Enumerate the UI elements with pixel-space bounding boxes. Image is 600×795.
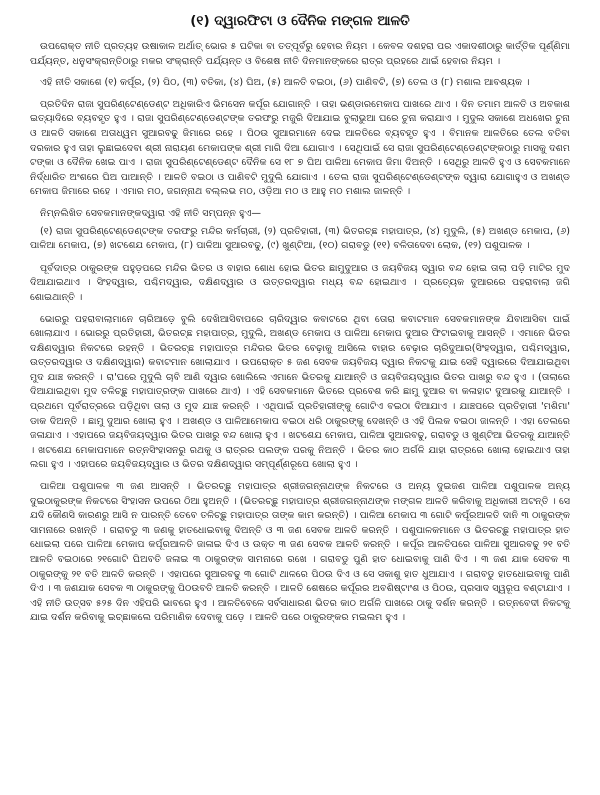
paragraph-servants-list: (୧) ରାଜା ସୁପରିଣ୍ଟେଣ୍ଡେଣ୍ଟଙ୍କ ତରଫରୁ ମନ୍ଦିର କର୍ମଚାରୀ, (୨) ପ୍ରତିହାରୀ, (୩) ଭିତରଚ୍ଛ ମହାପାତ୍ର, (୪) ମୁଦୁଲି, (୫) ଅଖଣ୍ଡ ମେକାପ, (୬) ପାଳିଆ ମେକାପ, (୭) ଖଟଶେଯ ମେକାପ, (୮) ପାଳିଆ ସୁଆରବଢୁ, (୯) ଖୁଣ୍ଟିଆ, (୧୦) ଗରାବଡୁ (୧୧) ବଳିତାଦେବା ଲୋକ, (୧୨) ପଶୁପାଳକ । bbox=[30, 225, 570, 252]
document-title: (୧) ଦ୍ୱାରଫିଟା ଓ ଦୈନିକ ମଙ୍ଗଳ ଆଳତି bbox=[190, 13, 410, 29]
paragraph-supply: ପ୍ରତିଦିନ ରାଜା ସୁପରିଣ୍ଟେଣ୍ଡେଣ୍ଟ ଅଧିକାରିଏ ଭିମସେନ କର୍ପୂର ଯୋଗାନ୍ତି । ତାହା ଭଣ୍ଡାରମେକାପ ପାଖରେ ଥାଏ । ଦିନ ତମାମ ଆଳତି ଓ ଅବକାଶ ଇତ୍ୟାଦିରେ ବ୍ୟବହୃତ ହୁଏ । ରାଜା ସୁପରିଣ୍ଟେଣ୍ଡେଣ୍ଟଙ୍କ ତରଫରୁ ମଜୁରି ଦିଆଯାଇ ବୁଲାଭୁଆ ଘରେ ଚୁନା କରାଯାଏ । ମୁଦୁଲ ସକାଶେ ଅଧଖେର ଚୁନା ଓ ଆଳତି ସକାଶେ ଅତାଧ୍ୱମ ସୁଆରବଢୁ ଜିମାରେ ରହେ । ପିଠଉ ସୁଆରମାନେ ଦେଇ ଆଳତିରେ ବ୍ୟବହୃତ ହୁଏ । ବିମାନକ ଆଳତିରେ ତେଲ ବତିବା ଦରକାର ହୁଏ ତାହା ଲୁଛାଇଦେବା ଶ୍ରୀ ନାରାୟଣ ମେକାପଙ୍କ ଶ୍ରୀ ମାଗି ଦିଆ ଯୋଗାଏ । ସେଥିପାଇଁ ସେ ରାଜା ସୁପରିଣ୍ଟେଣ୍ଡେଣ୍ଟଙ୍କଠାରୁ ମାସକୁ ଦଶମ ଟଙ୍କା ଓ ଦୈନିକ ଖେଇ ପାଏ । ରାଜା ସୁପରିଣ୍ଟେଣ୍ଡେଣ୍ଟ ଦୈନିକ ସେ ୧୮ ୭ ଘିଅ ପାଳିଆ ମେକାପ ଜିମା ଦିଅନ୍ତି । ସେଥିରୁ ଆଳତି ହୁଏ ଓ ସେବକମାନେ ନିର୍ଦ୍ଧାରିତ ଅଂଶରେ ଘିଅ ପାଆନ୍ତି । ଆଳତି ବଇଠା ଓ ପାଣିବଟି ମୁଦୁଲି ଯୋଗାଏ । ତେଲ ରାଜା ସୁପରିଣ୍ଟେଣ୍ଡେଣ୍ଟଙ୍କ ଦ୍ୱାରା ଯୋଗାହୁଏ ଓ ଅଖଣ୍ଡ ମେକାପ ଜିମାରେ ରହେ । ଏମାର ମଠ, ଜଗନ୍ନାଥ ବଲ୍ଲଭ ମଠ, ଓଡ଼ିଆ ମଠ ଓ ଆହୁ ମଠ ମଶାଲ ଜାଳନ୍ତି । bbox=[30, 98, 570, 198]
paragraph-timing: ଉପରୋକ୍ତ ନୀତି ପ୍ରତ୍ୟହ ଉଷାକାଳ ଅର୍ଥାତ୍ ଭୋର ୫ ଘଟିକା ବା ତତ୍‌ପୂର୍ବରୁ ହେବାର ନିୟମ । କେବଳ ଦଶହରା ପର ଏକାଦଶୀଠାରୁ କାର୍ତ୍ତିକ ପୂର୍ଣ୍ଣିମା ପର୍ଯ୍ୟନ୍ତ, ଧନୁସଂକ୍ରାନ୍ତିଠାରୁ ମକର ସଂକ୍ରାନ୍ତି ପର୍ଯ୍ୟନ୍ତ ଓ ବିଶେଷ ନୀତି ଦିନମାନଙ୍କରେ ରାତ୍ର ପ୍ରହରେ ଥାଇଁ ହେବାର ନିୟମ । bbox=[30, 41, 570, 67]
paragraph-aarti-ritual: ପାଳିଆ ପଶୁପାଳକ ୩ ଜଣ ଆସନ୍ତି । ଭିତରଚ୍ଛୁ ମହାପାତ୍ର ଶ୍ରୀଜଗନ୍ନାଥଙ୍କ ନିକଟରେ ଓ ଅନ୍ୟ ଦୁଇଜଣ ପାଳିଆ ପଶୁପାଳକ ଅନ୍ୟ ଦୁଇଠାକୁରଙ୍କ ନିକଟରେ ସିଂହାସନ ଉପରେ ଠିଆ ହୁଅନ୍ତି । (ଭିତରଚ୍ଛୁ ମହାପାତ୍ର ଶ୍ରୀଜଗନ୍ନାଥଙ୍କ ମଙ୍ଗଳ ଆଳତି କରିବାକୁ ଅଧିକାରୀ ଅଟନ୍ତି । ସେ ଯଦି କୌଣସି କାରଣରୁ ଆସି ନ ପାରନ୍ତି ତେବେ ତଳିଚ୍ଛୁ ମହାପାତ୍ର ତାଙ୍କ କାମ କରନ୍ତି) । ପାଳିଆ ମେକାପ ୩ ଗୋଟି କର୍ପୂରଆଳତି ଦାନି ୩ ଠାକୁରଙ୍କ ସାମନାରେ ରଖନ୍ତି । ଗରାବଡୁ ୩ ଜଣକୁ ହାତଧୋଇବାକୁ ଦିଅନ୍ତି ଓ ୩ ଜଣ ସେବକ ଆଳତି କରନ୍ତି । ପଶୁପାଳକମାନେ ଓ ଭିତରଚ୍ଛୁ ମହାପାତ୍ର ହାତ ଧୋଇଲା ପରେ ପାଳିଆ ମେକାପ କର୍ପୂରଆଳତି ଜାଳାଇ ଦିଏ ଓ ଉକ୍ତ ୩ ଜଣ ସେବକ ଆଳତି କରନ୍ତି । କର୍ପୂର ଆଳତିପରେ ପାଳିଆ ସୁଆରବଢୁ ୨୧ ବତି ଆଳତି ବଇଠାରେ ୨୧ଗୋଟି ଘିଅବତି ଜଳାଇ ୩ ଠାକୁରଙ୍କ ସାମନାରେ ରଖେ । ଗରାବଡୁ ପୁଣି ହାତ ଧୋଇବାକୁ ପାଣି ଦିଏ । ୩ ଜଣ ଯାକ ସେବକ ୩ ଠାକୁରଙ୍କୁ ୨୧ ବତି ଆଳତି କରନ୍ତି । ଏହାପରେ ସୁଆରବଢୁ ୩ ଗୋଟି ଥାଳରେ ପିଠଉ ଦିଏ ଓ ସେ ସକାଶୁ ହାତ ଧୁଆଯାଏ । ଗରାବଡୁ ହାତଧୋଇବାକୁ ପାଣି ଦିଏ । ୩ ଜଣଯାକ ସେବକ ୩ ଠାକୁରଙ୍କୁ ପିଠଉବତି ଆଳତି କରନ୍ତି । ଆଳତି ଶେଷରେ କର୍ପୂରର ଅବଶିଷ୍ଟାଂଶ ଓ ପିଠଉ, ପ୍ରସାଦ ସ୍ୱରୂପ ବଣ୍ଟାଯାଏ । ଏହି ନୀତି ଉତ୍ସବ ୫୨୫ ଦିନ ଏହିପରି ଭାବରେ ହୁଏ । ଆଳତିବେଳେ ସର୍ବସାଧାରଣ ଭିତର କାଠ ଅର୍ଗଳି ପାଖରେ ଠାକୁ ଦର୍ଶନ କରନ୍ତି । ରତ୍ନବେଦୀ ନିକଟକୁ ଯାଇ ଦର୍ଶନ କରିବାକୁ ଇଚ୍ଛାକଲେ ପରିମାଣିକ ଦେବାକୁ ପଡ଼େ । ଆଳତି ପରେ ଠାକୁରଙ୍କର ମଇଲମ ହୁଏ । bbox=[30, 481, 570, 624]
paragraph-materials: ଏହି ନୀତି ସକାଶେ (୧) କର୍ପୂର, (୨) ପିଠ, (୩) ବତିକା, (୪) ଘିଅ, (୫) ଆଳତି ବଇଠା, (୬) ପାଣିବଟି, (୭) ତେଲ ଓ (୮) ମଶାଲ ଆବଶ୍ୟକ । bbox=[40, 77, 530, 89]
paragraph-servants-intro: ନିମ୍ନଲିଖିତ ସେବକମାନଙ୍କଦ୍ୱାରା ଏହି ନୀତି ସମ୍ପନ୍ନ ହୁଏ— bbox=[40, 207, 262, 219]
paragraph-night-closing: ପୂର୍ବଦାତ୍ର ଠାକୁରଙ୍କ ପହୁଡ଼ପରେ ମନ୍ଦିର ଭିତର ଓ ବାହାର ଶୋଧ ହୋଇ ଭିତର ଛାମୁଦୁଆର ଓ ଜୟବିଜୟ ଦ୍ୱାର ବନ୍ଦ ହୋଇ ତାଲା ପଡ଼ି ମାଟିର ମୁଦ ଦିଆଯାଇଥାଏ । ସିଂହଦ୍ୱାର, ପଶ୍ଚିମଦ୍ୱାର, ଦକ୍ଷିଣଦ୍ୱାର ଓ ଉତ୍ତରଦ୍ୱାର ମଧ୍ୟ ବନ୍ଦ ହୋଇଥାଏ । ପ୍ରତ୍ୟେକ ଦୁଆରରେ ପହରାବାଲା ଜଗି ଶୋଇଥାନ୍ତି । bbox=[30, 262, 570, 303]
paragraph-door-opening: ଭୋରରୁ ପହରାବାଲାମାନେ ଚାରିଆଡ଼େ ବୁଲି ଦେଖିଆସିବାପରେ ଚାରିଦ୍ୱାର କବାଟରେ ଥିବା ତୋରା କବାଟମାନ ସେବକମାନଙ୍କ ଯିବାଆସିବା ପାଇଁ ଖୋଲାଯାଏ । ଭୋରରୁ ପ୍ରତିହାରୀ, ଭିତରଚ୍ଛ ମହାପାତ୍ର, ମୁଦୁଲି, ଅଖଣ୍ଡ ମେକାପ ଓ ପାଳିଆ ମେକାପ ଦୁଆର ଫିଟାଇବାକୁ ଆସନ୍ତି । ଏମାନେ ଭିତର ଦକ୍ଷିଣଦ୍ୱାର ନିକଟରେ ରହନ୍ତି । ଭିତରଚ୍ଛ ମହାପାତ୍ର ମନ୍ଦିରର ଭିତର ବେଢ଼ାକୁ ଆସିଲେ ବାହାର ବେଢ଼ାର ଚାରିଦୁଆର(ସିଂହଦ୍ୱାର, ପଶ୍ଚିମଦ୍ୱାର, ଉତ୍ତରଦ୍ୱାର ଓ ଦକ୍ଷିଣଦ୍ୱାର) କବାଟମାନ ଖୋଲାଯାଏ । ଉପରୋକ୍ତ ୫ ଜଣ ସେବକ ଜୟବିଜୟ ଦ୍ୱାର ନିକଟକୁ ଯାଇ ସେହି ଦ୍ୱାରରେ ଦିଆଯାଇଥିବା ମୁଦ ଯାଞ୍ଚ କରନ୍ତି । ରା'ଘରେ ମୁଦୁଲି ଚାବି ଆଣି ଦ୍ୱାର ଖୋଲିଲେ ଏମାନେ ଭିତରକୁ ଯାଆନ୍ତି ଓ ଜୟବିଜୟଦ୍ୱାର ଭିତର ପାଖରୁ ବନ୍ଦ ହୁଏ । (ତାଲାରେ ଦିଆଯାଇଥିବା ମୁଦ ତଳିଚ୍ଛୁ ମହାପାତ୍ରଙ୍କ ପାଖରେ ଥାଏ) । ଏହି ସେବକମାନେ ଭିତରେ ପ୍ରବେଶ କରି ଛାମୁ ଦୁଆର ବା କଳାହାଟ ଦୁଆରକୁ ଯାଆନ୍ତି । ପ୍ରଥମେ ପୂର୍ବରାତ୍ରରେ ପଡ଼ିଥିବା ତାଲା ଓ ମୁଦ ଯାଞ୍ଚ କରନ୍ତି । ଏଥିପାଇଁ ପ୍ରତିହାରୀଙ୍କୁ ଗୋଟିଏ ବଇଠା ଦିଆଯାଏ । ଯାଞ୍ଚପରେ ପ୍ରତିହାରୀ 'ମଶିମା' ଡାକ ଦିଅନ୍ତି । ଛାମୁ ଦୁଆର ଖୋଲା ହୁଏ । ଅଖଣ୍ଡ ଓ ପାଳିଆମେକାପ ବଇଠା ଧରି ଠାକୁରଙ୍କୁ ଦେଖନ୍ତି ଓ ଏହି ପିଲକ ବଇଠା ଜାଳନ୍ତି । ଏହା ତେଲରେ ଜଳାଯାଏ । ଏହାପରେ ଜୟବିଜୟଦ୍ୱାର ଭିତର ପାଖରୁ ବନ୍ଦ ଖୋଲା ହୁଏ । ଖଟଶେଯ ମେକାପ, ପାଳିଆ ସୁଆରବଢୁ, ଗରାବଡୁ ଓ ଖୁଣ୍ଟିଆ ଭିତରକୁ ଯାଆନ୍ତି । ଖଟଶେଯ ମେକାପମାନେ ରତ୍ନସିଂହାସନରୁ ରଥକୁ ଓ ରାତ୍ରର ପଲଙ୍କ ପରକୁ ନିଅନ୍ତି । ଭିତର କାଠ ଅର୍ଗଳି ଯାହା ରାତ୍ରରେ ଖୋଲା ହୋଇଥାଏ ତାହା ଲଗା ହୁଏ । ଏହାପରେ ଜୟବିଜୟଦ୍ୱାର ଓ ଭିତର ଦକ୍ଷିଣଦ୍ୱାର ସମ୍ପୂର୍ଣ୍ଣରୂପେ ଖୋଲା ହୁଏ । bbox=[30, 313, 570, 471]
